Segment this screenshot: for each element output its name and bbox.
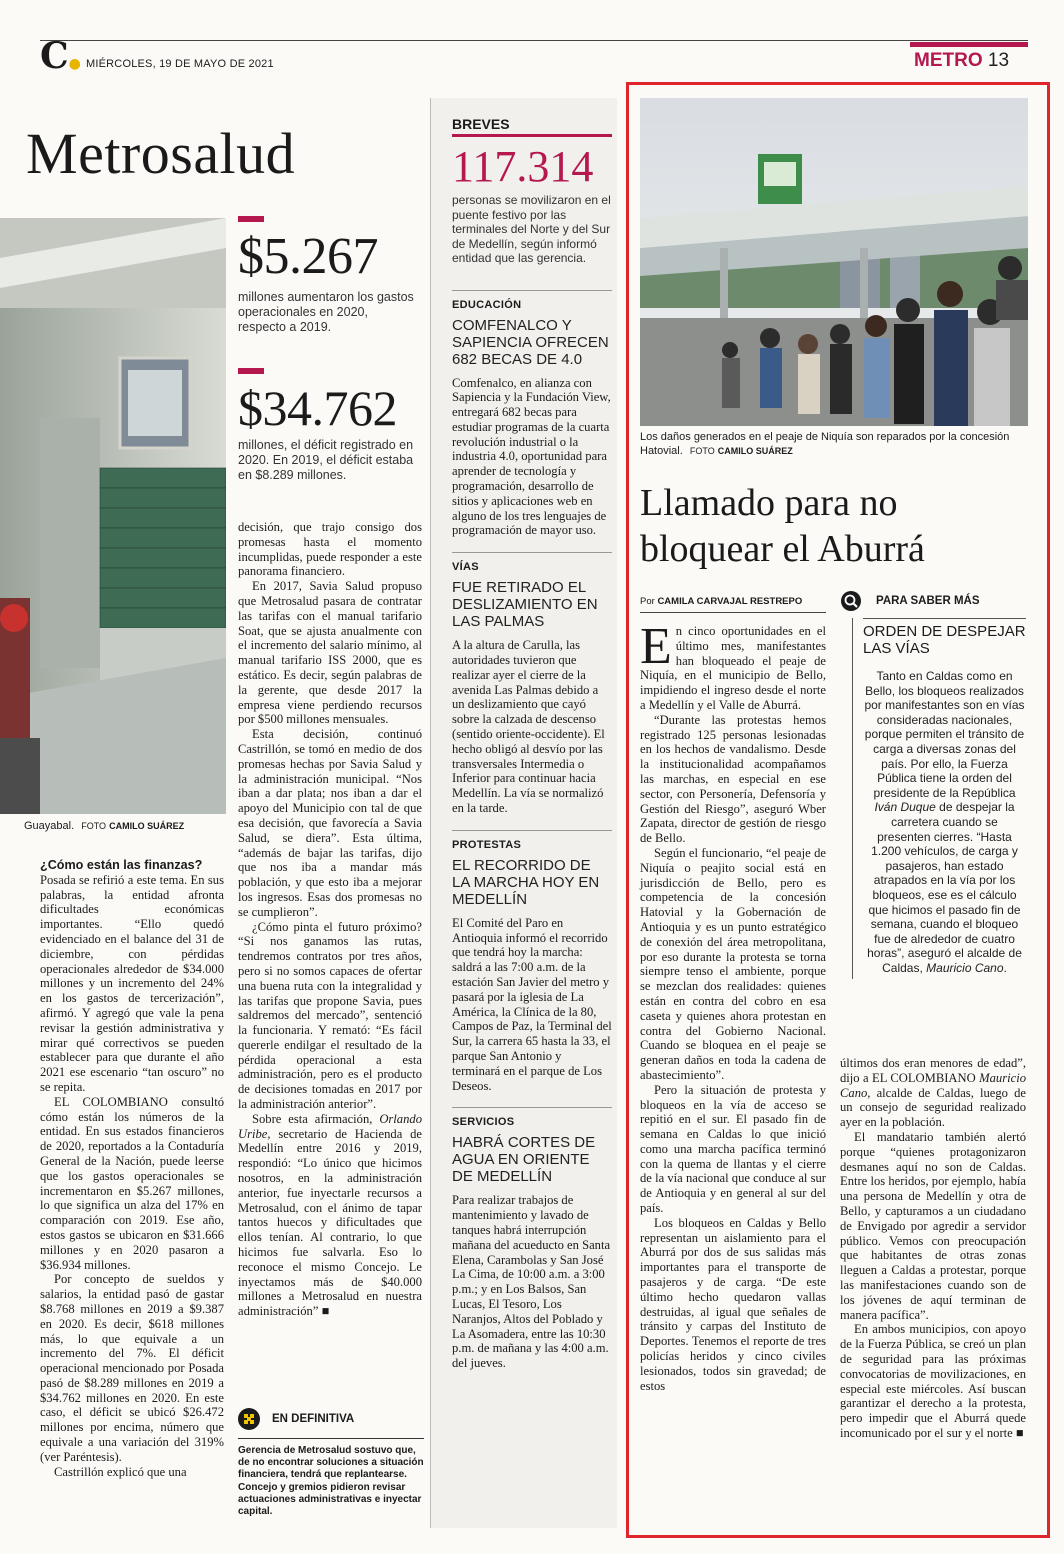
article-headline: Llamado para no bloquear el Aburrá bbox=[640, 482, 925, 570]
logo: C● bbox=[40, 35, 81, 77]
stat-box-2 bbox=[238, 368, 418, 483]
breve-kicker: EDUCACIÓN bbox=[452, 298, 522, 311]
breve-kicker: SERVICIOS bbox=[452, 1116, 515, 1129]
breves-big-number: 117.314 bbox=[452, 142, 594, 191]
breve-headline: FUE RETIRADO EL DESLIZAMIENTO EN LAS PALMAS bbox=[452, 579, 598, 631]
page-number: 13 bbox=[987, 50, 1010, 71]
subhead-finanzas: ¿Cómo están las finanzas? bbox=[40, 858, 203, 872]
stat-box-1 bbox=[238, 216, 414, 335]
magnifier-icon bbox=[840, 590, 862, 612]
stat-text-2: millones, el déficit registrado en 2020. En 2019, el déficit estaba en $8.289 millones. bbox=[238, 438, 414, 482]
breve-item-vias bbox=[452, 552, 612, 816]
breve-headline: HABRÁ CORTES DE AGUA EN ORIENTE DE MEDELLÍN bbox=[452, 1134, 596, 1186]
para-saber-mas-box bbox=[840, 590, 1026, 979]
en-definitiva-box bbox=[238, 1408, 424, 1518]
breve-body: Para realizar trabajos de mantenimiento y lavado de tanques habrá interrupción mañana del acueducto en Santa Elena, Carambolas y San José La Cima, de 10:00 a.m. a 3:00 p.m.; y en Los Balsos, San Lucas, El Tesoro, Los Naranjos, Altos del Poblado y La Asomadera, entre las 10:30 p.m. de mañana y las 4:00 a.m. del jueves. bbox=[452, 1193, 611, 1371]
top-rule bbox=[40, 40, 1028, 41]
byline-rule bbox=[640, 612, 826, 613]
breve-headline: COMFENALCO Y SAPIENCIA OFRECEN 682 BECAS DE 4.0 bbox=[452, 316, 609, 368]
breve-headline: EL RECORRIDO DE LA MARCHA HOY EN MEDELLÍN bbox=[452, 856, 600, 908]
section-accent-bar bbox=[910, 42, 1028, 47]
stat-value-2: $34.762 bbox=[238, 380, 397, 436]
breve-item-servicios bbox=[452, 1107, 612, 1371]
breve-body: Comfenalco, en alianza con Sapiencia y la Fundación View, entregará 682 becas para estudiar programas de la cuarta revolución industrial o la industria 4.0, oportunidad para aprender de tecnología y programación, desarrollo de sitios y aplicaciones web en alguno de los tres lenguajes de programación de mayor uso. bbox=[452, 375, 611, 538]
breves-accent-rule bbox=[452, 134, 612, 137]
metrosalud-col-2: decisión, que trajo consigo dos promesas hasta el momento incumplidas, puede responder a este panorama financiero. En 2017, Savia Salud propuso que Metrosalud pasara de contratar las tarifas con el manual tarifario Soat, que se ajusta anualmente con el incremento del salario mínimo, al manual tarifario ISS 2000, que es estático. Es decir, según palabras de la gerente, que desde 2017 la empresa viene perdiendo recursos por $500 millones mensuales. Esta decisión, continuó Castrillón, se tomó en medio de dos promesas hechas por Savia Salud y la administración municipal. “Nos iban a dar plata; nos iban a dar el apoyo del Municipio con tal de que esa decisión, que favorecía a Savia Salud, se diera”. Esta última, “además de bajar las tarifas, dijo que nos iba a mandar más población, y que esto iba a mejorar los ingresos. Esas dos promesas no se cumplieron”. ¿Cómo pinta el futuro próximo? “Si nos ganamos las rutas, tendremos contratos por tres años, pero si no somos capaces de ofertar una buena ruta con la integralidad y las tarifas que propone Savia, pues saldremos del mercado”, sentenció la funcionaria. Y remató: “Es fácil quererle endilgar el resultado de la pérdida operacional a esta administración, pero es el producto de decisiones tomadas en 2017 por la administración anterior”. Sobre esta afirmación, Orlando Uribe, secretario de Hacienda de Medellín entre 2016 y 2019, respondió: “Lo único que hicimos nosotros, en la administración anterior, fue inyectarle recursos a Metrosalud, con el ánimo de tapar tantos huecos y dificultades que ellos tenían. Al contrario, lo que hicimos fue salvarla. Eso lo reconoce el mismo Concejo. Le inyectamos más de $40.000 millones a Metrosalud en nuestra administración” ■ bbox=[238, 520, 422, 1319]
stat-text-1: millones aumentaron los gastos operacionales en 2020, respecto a 2019. bbox=[238, 290, 414, 334]
breve-body: El Comité del Paro en Antioquia informó el recorrido que tendrá hoy la marcha: saldrá a las 7:00 a.m. de la estación San Javier del metro y pasará por la iglesia de La América, la Clínica de la 80, Campos de Paz, la Terminal del Sur, la carrera 65 hasta la 33, el parque San Antonio y terminará en el parque de Los Deseos. bbox=[452, 915, 612, 1093]
breve-kicker: VÍAS bbox=[452, 561, 479, 574]
end-mark: ■ bbox=[321, 1304, 330, 1319]
box-headline: ORDEN DE DESPEJAR LAS VÍAS bbox=[863, 623, 1026, 657]
dropcap: E bbox=[640, 618, 672, 675]
para-saber-mas-label: PARA SABER MÁS bbox=[876, 595, 980, 607]
photo-guayabal bbox=[0, 218, 226, 814]
article-col-1: En cinco oportunidades en el último mes, manifestantes han bloqueado el peaje de Niquía, en el municipio de Bello, impidiendo el ingreso desde el norte a Medellín y el Valle de Aburrá. “Durante las protestas hemos registrado 125 personas lesionadas en los hechos de vandalismo. Desde la institucionalidad acompañamos las marchas, en especial en ese sector, con Personería, Defensoría y Gestión del Riesgo”, aseguró Wber Zapata, director de gestión de riesgo de Bello. Según el funcionario, “el peaje de Niquía o peajito social está en jurisdicción de Bello, pero es competencia de la concesión Hatovial y la Gobernación de Antioquia y es un punto estratégico de conexión del área metropolitana, por eso durante la protesta se torna siempre tenso el ambiente, porque se mezclan dos realidades: quienes están en contra del cobro en esa caseta y quienes ahora protestan en contra del Gobierno Nacional. Cuando se bloquea en el peaje se generan daños en toda la cadena de abastecimiento”. Pero la situación de protesta y bloqueos en la vía de acceso se repitió en el sur. El pasado fin de semana en Caldas lo que inició como una marcha pacífica terminó con la quema de llantas y el cierre de la vía nacional que conduce al sur de Antioquia y en general al sur del país. Los bloqueos en Caldas y Bello representan un aislamiento para el Aburrá por dos de sus salidas más importantes para el transporte de pasajeros y de carga. “De este último hecho quedaron vallas destruidas, al igual que señales de tránsito y carpas del Instituto de Deportes. Tenemos el reporte de tres policías heridos y cinco civiles lesionados, todos sin gravedad; de estos bbox=[640, 618, 826, 1393]
photo-niquia-toll bbox=[640, 98, 1028, 426]
checker-icon bbox=[238, 1408, 260, 1430]
photo-caption-left: Guayabal. FOTO CAMILO SUÁREZ bbox=[24, 820, 185, 832]
box-text: Tanto en Caldas como en Bello, los bloqueos realizados por manifestantes son en vías consideradas nacionales, porque permiten el tránsito de carga a diversas zonas del país. Por ello, la Fuerza Pública tiene la orden del presidente de la República Iván Duque de despejar la carretera cuando se presenten cierres. “Hasta 1.200 vehículos, de carga y pasajeros, han estado atrapados en la vía por los bloqueos, ese es el cálculo que hicimos el pasado fin de semana, cuando el bloqueo fue de alrededor de cuatro horas”, aseguró el alcalde de Caldas, Mauricio Cano. bbox=[864, 669, 1025, 975]
breves-big-text: personas se movilizaron en el puente festivo por las terminales del Norte y del Sur de Medellín, según informó entidad que las gerencia. bbox=[452, 193, 611, 265]
section-name: METRO 13 bbox=[914, 50, 1010, 71]
photo-caption-right: Los daños generados en el peaje de Niquía son reparados por la concesión Hatovial. FOTO CAMILO SUÁREZ bbox=[640, 431, 1010, 457]
article-col-2: últimos dos eran menores de edad”, dijo a EL COLOMBIANO Mauricio Cano, alcalde de Caldas, luego de un consejo de seguridad realizado ayer en la población. El mandatario también alertó porque “quienes protagonizaron desmanes aquí no son de Caldas. Entre los heridos, por ejemplo, había una persona de Medellín y otra de Bello, y capturamos a un ciudadano de Envigado por agredir a servidor público. Vemos con preocupación que habitantes de otras zonas lleguen a Caldas a protestar, porque las manifestaciones cuando son de los jóvenes de aquí terminan de manera pacífica”. En ambos municipios, con apoyo de la Fuerza Pública, se creó un plan de seguridad para las próximas convocatorias de movilizaciones, en especial este miércoles. Así buscan garantizar el derecho a la protesta, pero impedir que el Aburrá quede incomunicado por el sur y el norte ■ bbox=[840, 1056, 1026, 1440]
end-mark: ■ bbox=[1015, 1425, 1024, 1440]
breve-item-protestas bbox=[452, 830, 612, 1094]
en-definitiva-label: EN DEFINITIVA bbox=[272, 1413, 355, 1425]
breves-content bbox=[452, 116, 612, 1371]
article-title: Metrosalud bbox=[26, 121, 296, 186]
stat-value-1: $5.267 bbox=[238, 228, 378, 285]
en-definitiva-text: Gerencia de Metrosalud sostuvo que, de no encontrar soluciones a situación financiera, tendrá que replantearse. Concejo y gremios pidieron revisar actuaciones administrativas e inyectar capital. bbox=[238, 1445, 424, 1518]
metrosalud-col-1: ¿Cómo están las finanzas? Posada se refirió a este tema. En sus palabras, la entidad afronta dificultades económicas importantes. “Ello quedó evidenciado en el balance del 31 de diciembre, con pérdidas operacionales alrededor de $34.000 millones y un incremento del 24% en los gastos de tercerización”, afirmó. Y agregó que vale la pena revisar la gestión administrativa y mirar qué correctivos se pueden establecer para que durante el año 2021 ese escenario “tan oscuro” no se repita. EL COLOMBIANO consultó cómo están los números de la entidad. En sus estados financieros de 2020, reportados a la Contaduría General de la Nación, puede leerse que los gastos operacionales se incrementaron en $5.267 millones, lo que significa un alza del 17% en comparación con 2019. Ese año, estos gastos se ubicaron en $31.666 millones y en 2020 pasaron a $36.934 millones. Por concepto de sueldos y salarios, la entidad pasó de gastar $8.768 millones en 2019 a $9.387 en 2020. Es decir, $618 millones más, lo que equivale a un incremento del 7%. El déficit operacional mencionado por Posada pasó de $8.289 millones en 2019 a $34.762 millones en 2020. En este caso, el déficit se ubicó $26.472 millones por encima, número que equivale a una variación del 319% (ver Paréntesis). Castrillón explicó que una bbox=[40, 858, 224, 1479]
breve-body: A la altura de Carulla, las autoridades tuvieron que realizar ayer el cierre de la avenida Las Palmas debido a un deslizamiento que cayó sobre la calzada de descenso (sentido oriente-occidente). El hecho obligó al desvío por las transversales Intermedia o Inferior para continuar hacia Medellín. La vía se normalizó en la tarde. bbox=[452, 638, 605, 816]
breve-item-educacion bbox=[452, 290, 612, 539]
issue-date: MIÉRCOLES, 19 DE MAYO DE 2021 bbox=[86, 58, 274, 70]
breves-header: BREVES bbox=[452, 116, 510, 132]
byline: Por CAMILA CARVAJAL RESTREPO bbox=[640, 596, 803, 607]
breve-kicker: PROTESTAS bbox=[452, 838, 522, 851]
